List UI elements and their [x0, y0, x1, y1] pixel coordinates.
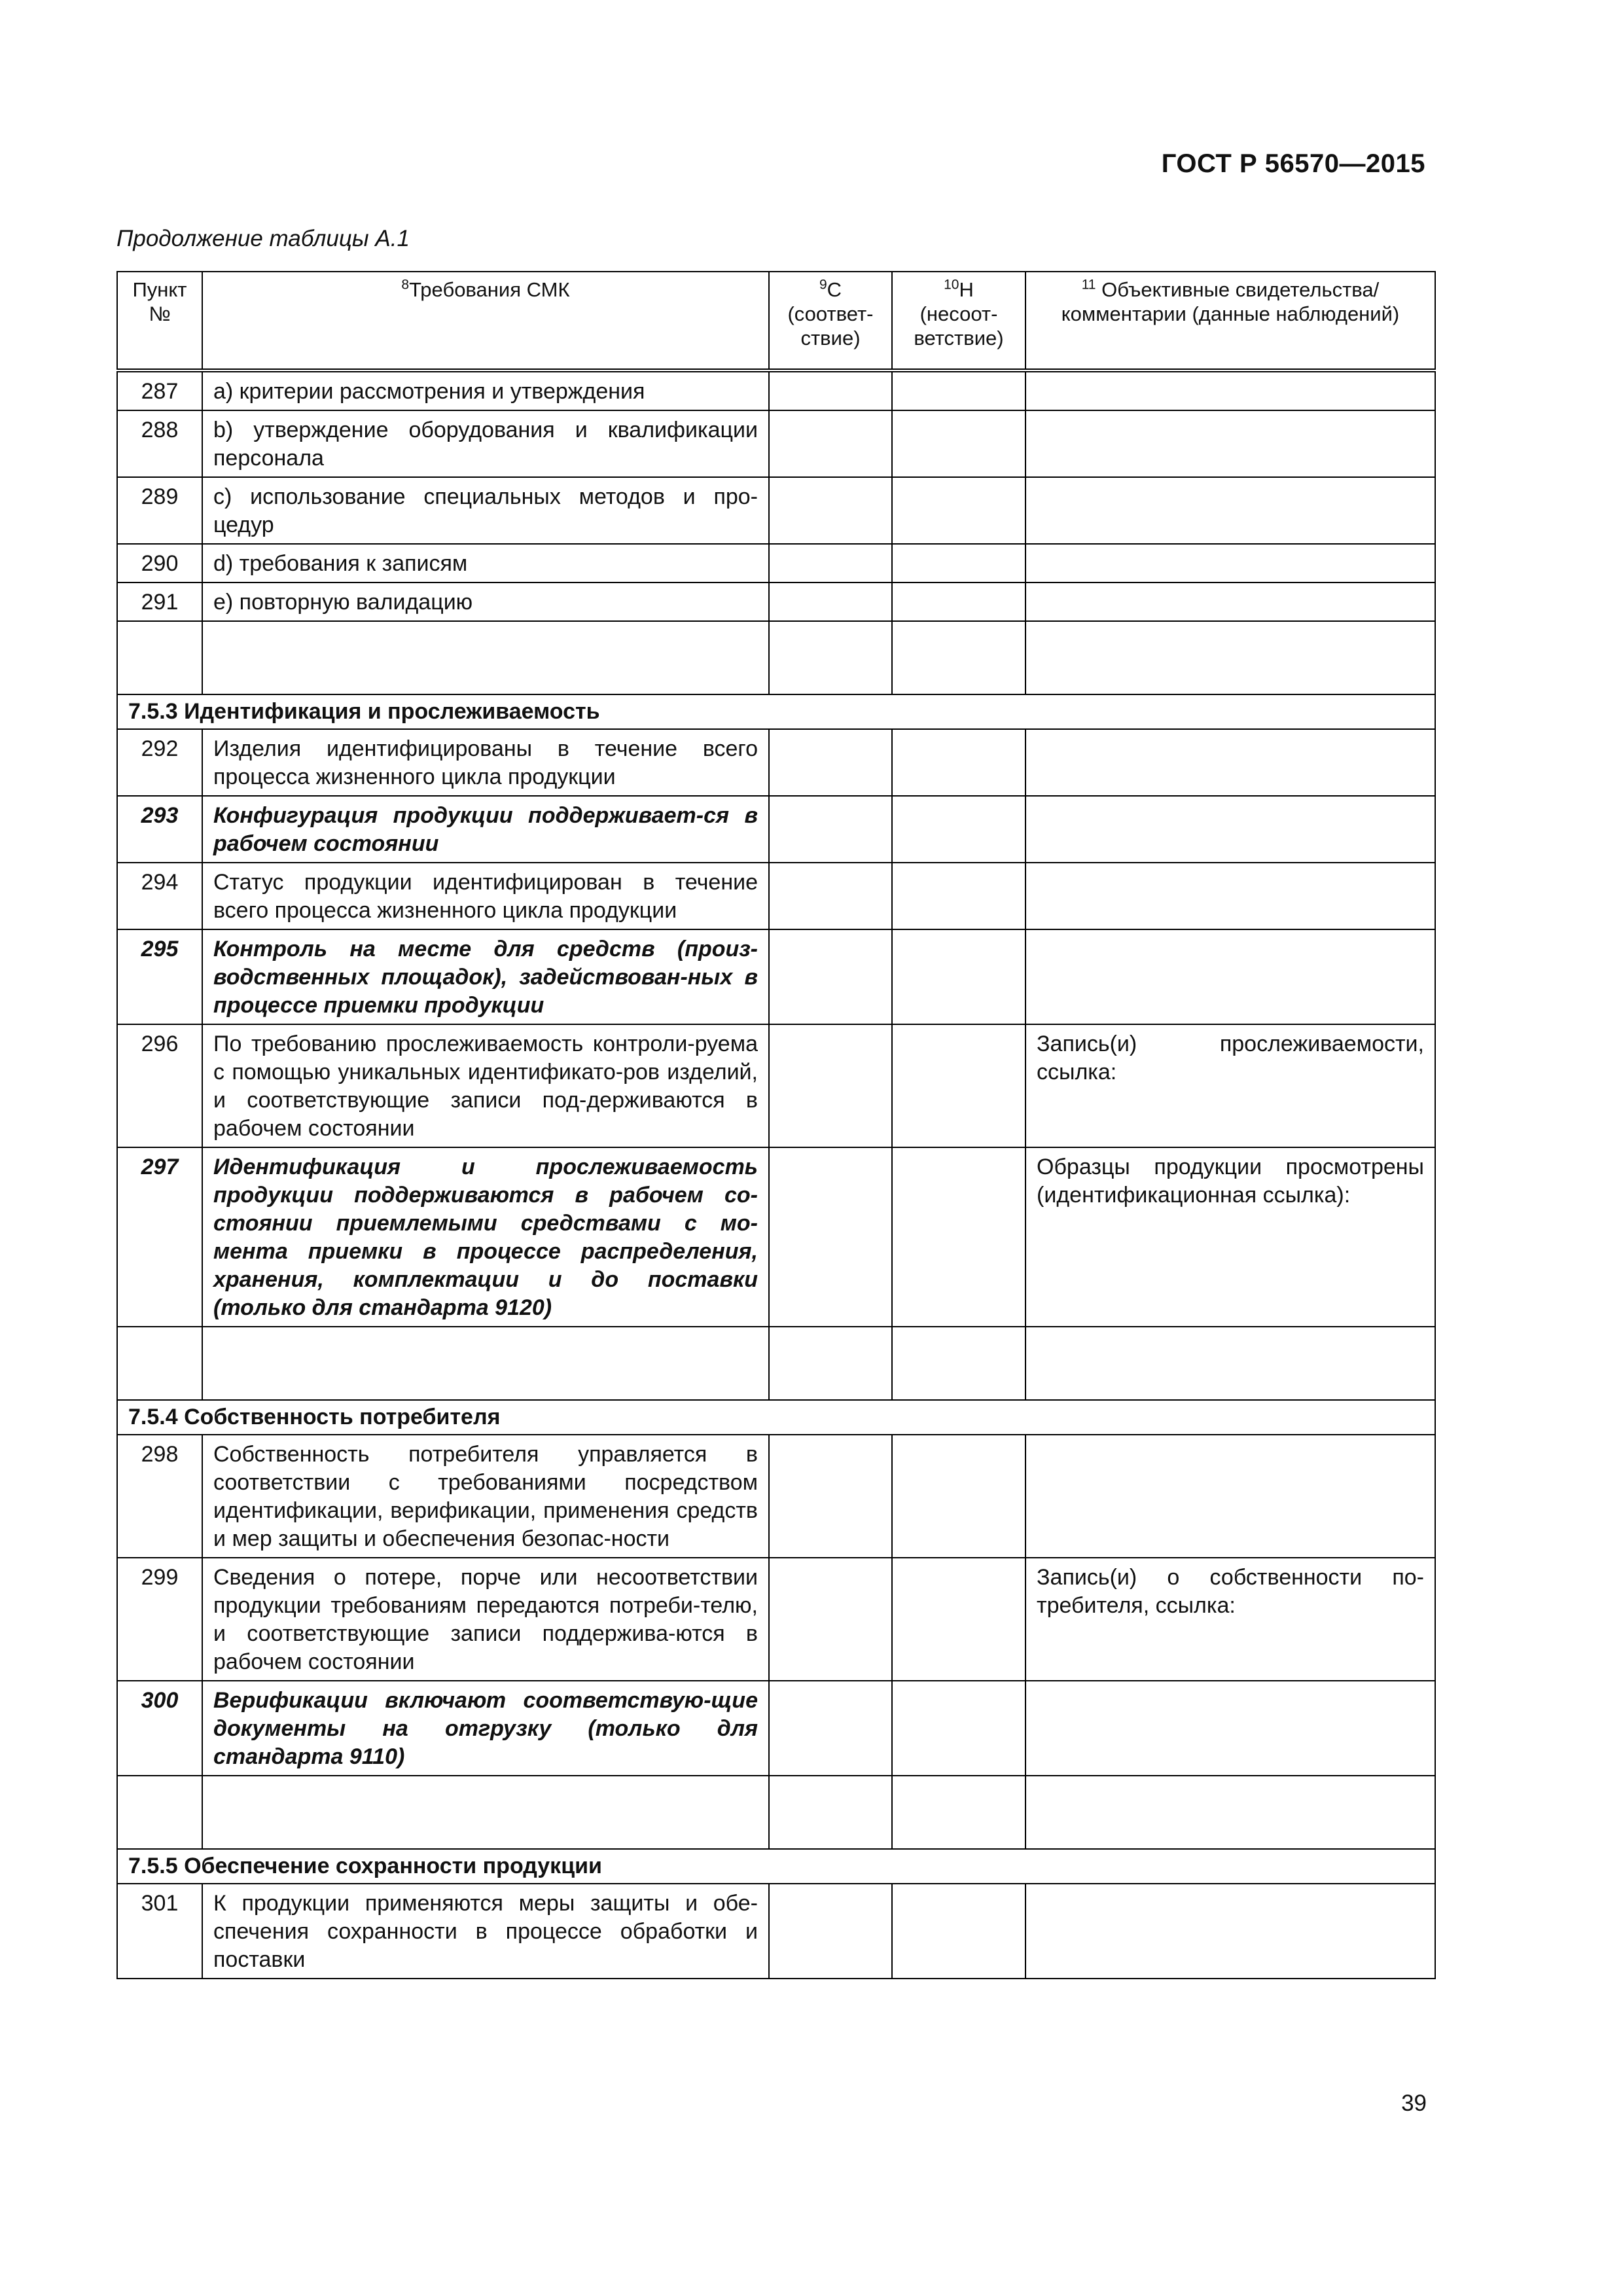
cell-nonconformity	[892, 477, 1026, 544]
cell-nonconformity	[892, 929, 1026, 1024]
cell-evidence	[1026, 544, 1435, 583]
row-requirement: d) требования к записям	[202, 544, 769, 583]
row-requirement: Собственность потребителя управляется в соответствии с требованиями посредством идентификации, верификации, применения средств и мер защиты и обеспечения безопас-ности	[202, 1435, 769, 1558]
empty-cell	[892, 1327, 1026, 1400]
empty-cell	[117, 621, 202, 694]
row-requirement: Конфигурация продукции поддерживает-ся в рабочем состоянии	[202, 796, 769, 863]
cell-conformity	[769, 544, 892, 583]
table-row	[117, 796, 1435, 863]
cell-evidence	[1026, 796, 1435, 863]
row-requirement: Статус продукции идентифицирован в течение всего процесса жизненного цикла продукции	[202, 863, 769, 929]
row-number: 300	[117, 1681, 202, 1776]
row-requirement: Сведения о потере, порче или несоответствии продукции требованиям передаются потреби-телю, и соответствующие записи поддержива-ются в рабочем состоянии	[202, 1558, 769, 1681]
cell-evidence: Запись(и) прослеживаемости, ссылка:	[1026, 1024, 1435, 1147]
cell-nonconformity	[892, 583, 1026, 621]
cell-nonconformity	[892, 796, 1026, 863]
cell-nonconformity	[892, 1884, 1026, 1979]
cell-nonconformity	[892, 370, 1026, 410]
table-row	[117, 1884, 1435, 1979]
table-row	[117, 929, 1435, 1024]
cell-nonconformity	[892, 1435, 1026, 1558]
cell-nonconformity	[892, 410, 1026, 477]
table-row	[117, 370, 1435, 410]
section-heading: 7.5.4 Собственность потребителя	[117, 1400, 1435, 1435]
empty-cell	[117, 1327, 202, 1400]
empty-cell	[1026, 621, 1435, 694]
empty-row	[117, 1327, 1435, 1400]
cell-nonconformity	[892, 863, 1026, 929]
cell-conformity	[769, 1681, 892, 1776]
table-row	[117, 729, 1435, 796]
cell-evidence	[1026, 1884, 1435, 1979]
cell-conformity	[769, 1024, 892, 1147]
empty-cell	[202, 1327, 769, 1400]
table-row	[117, 1681, 1435, 1776]
row-requirement: Идентификация и прослеживаемость продукции поддерживаются в рабочем со-стоянии приемлемыми средствами с мо-мента приемки в процессе распределения, хранения, комплектации и до поставки (только для стандарта 9120)	[202, 1147, 769, 1327]
cell-conformity	[769, 1147, 892, 1327]
row-number: 296	[117, 1024, 202, 1147]
header-conformity: $^9$С (соответ-ствие)	[769, 272, 892, 370]
empty-cell	[1026, 1327, 1435, 1400]
cell-conformity	[769, 863, 892, 929]
row-requirement: Изделия идентифицированы в течение всего процесса жизненного цикла продукции	[202, 729, 769, 796]
empty-cell	[892, 621, 1026, 694]
empty-cell	[117, 1776, 202, 1849]
empty-cell	[769, 1327, 892, 1400]
section-row	[117, 1849, 1435, 1884]
row-number: 294	[117, 863, 202, 929]
cell-evidence	[1026, 410, 1435, 477]
row-requirement: К продукции применяются меры защиты и обе-спечения сохранности в процессе обработки и поставки	[202, 1884, 769, 1979]
table-row	[117, 1435, 1435, 1558]
empty-cell	[892, 1776, 1026, 1849]
empty-cell	[202, 1776, 769, 1849]
row-requirement: b) утверждение оборудования и квалификации персонала	[202, 410, 769, 477]
row-number: 298	[117, 1435, 202, 1558]
table-caption: Продолжение таблицы А.1	[116, 226, 410, 251]
row-number: 288	[117, 410, 202, 477]
row-number: 292	[117, 729, 202, 796]
empty-row	[117, 1776, 1435, 1849]
table-row	[117, 477, 1435, 544]
section-heading: 7.5.5 Обеспечение сохранности продукции	[117, 1849, 1435, 1884]
table-row	[117, 410, 1435, 477]
section-row	[117, 694, 1435, 729]
row-requirement: с) использование специальных методов и про-цедур	[202, 477, 769, 544]
table-row	[117, 1024, 1435, 1147]
cell-nonconformity	[892, 729, 1026, 796]
section-row	[117, 1400, 1435, 1435]
empty-cell	[202, 621, 769, 694]
row-number: 299	[117, 1558, 202, 1681]
requirements-table	[116, 271, 1436, 1979]
cell-conformity	[769, 796, 892, 863]
page-number: 39	[1401, 2090, 1427, 2116]
cell-conformity	[769, 1558, 892, 1681]
cell-evidence	[1026, 1435, 1435, 1558]
row-requirement: а) критерии рассмотрения и утверждения	[202, 370, 769, 410]
cell-nonconformity	[892, 1681, 1026, 1776]
cell-evidence: Запись(и) о собственности по-требителя, ссылка:	[1026, 1558, 1435, 1681]
row-number: 289	[117, 477, 202, 544]
cell-evidence	[1026, 583, 1435, 621]
table-row	[117, 1558, 1435, 1681]
row-number: 293	[117, 796, 202, 863]
section-heading: 7.5.3 Идентификация и прослеживаемость	[117, 694, 1435, 729]
cell-conformity	[769, 1884, 892, 1979]
row-number: 291	[117, 583, 202, 621]
cell-nonconformity	[892, 544, 1026, 583]
cell-nonconformity	[892, 1147, 1026, 1327]
row-requirement: Верификации включают соответствую-щие документы на отгрузку (только для стандарта 9110)	[202, 1681, 769, 1776]
header-item-number: Пункт №	[117, 272, 202, 370]
cell-conformity	[769, 1435, 892, 1558]
cell-conformity	[769, 929, 892, 1024]
row-requirement: По требованию прослеживаемость контроли-руема с помощью уникальных идентификато-ров изделий, и соответствующие записи под-держиваются в рабочем состоянии	[202, 1024, 769, 1147]
empty-cell	[769, 621, 892, 694]
row-number: 290	[117, 544, 202, 583]
cell-nonconformity	[892, 1558, 1026, 1681]
empty-row	[117, 621, 1435, 694]
row-number: 297	[117, 1147, 202, 1327]
table-row	[117, 863, 1435, 929]
row-requirement: е) повторную валидацию	[202, 583, 769, 621]
cell-conformity	[769, 370, 892, 410]
cell-nonconformity	[892, 1024, 1026, 1147]
cell-conformity	[769, 410, 892, 477]
row-requirement: Контроль на месте для средств (произ-водственных площадок), задействован-ных в процессе приемки продукции	[202, 929, 769, 1024]
cell-evidence	[1026, 370, 1435, 410]
header-nonconformity: $^{10}$Н (несоот-ветствие)	[892, 272, 1026, 370]
row-number: 295	[117, 929, 202, 1024]
table-header-row	[117, 272, 1435, 370]
header-requirements: $^8$Требования СМК	[202, 272, 769, 370]
cell-evidence	[1026, 729, 1435, 796]
row-number: 287	[117, 370, 202, 410]
cell-evidence	[1026, 929, 1435, 1024]
cell-evidence	[1026, 863, 1435, 929]
cell-evidence	[1026, 477, 1435, 544]
table-row	[117, 583, 1435, 621]
cell-conformity	[769, 583, 892, 621]
header-evidence: $^{11}$ Объективные свидетельства/ комментарии (данные наблюдений)	[1026, 272, 1435, 370]
document-code: ГОСТ Р 56570—2015	[1161, 149, 1425, 178]
table-row	[117, 1147, 1435, 1327]
table-row	[117, 544, 1435, 583]
cell-evidence	[1026, 1681, 1435, 1776]
cell-evidence: Образцы продукции просмотрены (идентификационная ссылка):	[1026, 1147, 1435, 1327]
cell-conformity	[769, 729, 892, 796]
cell-conformity	[769, 477, 892, 544]
empty-cell	[1026, 1776, 1435, 1849]
empty-cell	[769, 1776, 892, 1849]
row-number: 301	[117, 1884, 202, 1979]
